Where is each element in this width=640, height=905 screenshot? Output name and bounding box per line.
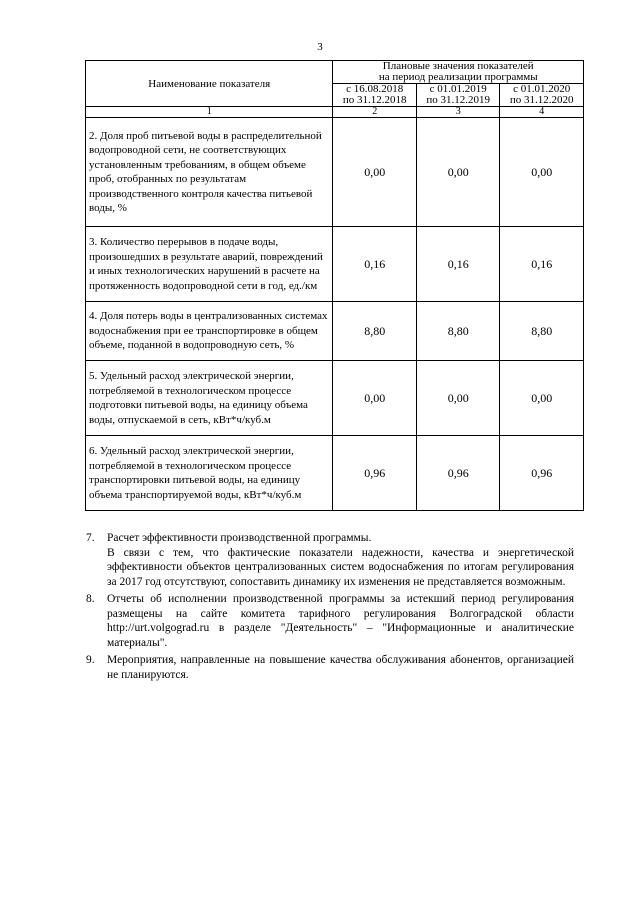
indicator-value: 0,00 xyxy=(333,118,417,227)
list-item xyxy=(86,592,574,650)
list-item-number: 9. xyxy=(86,654,95,666)
numbered-list xyxy=(86,531,574,685)
column-number: 2 xyxy=(333,107,417,118)
table-row xyxy=(86,361,584,436)
header-indicator-name: Наименование показателя xyxy=(86,61,333,107)
indicator-value: 0,00 xyxy=(333,361,417,436)
column-number: 1 xyxy=(86,107,333,118)
column-number: 3 xyxy=(416,107,500,118)
list-item-number: 8. xyxy=(86,593,95,605)
indicator-name: 6. Удельный расход электрической энергии, потребляемой в технологическом процессе транспортировки питьевой воды, на единицу объема транспортируемой воды, кВт*ч/куб.м xyxy=(86,436,333,511)
indicators-table xyxy=(85,60,584,511)
column-number: 4 xyxy=(500,107,584,118)
indicator-value: 8,80 xyxy=(333,302,417,361)
list-item-text: В связи с тем, что фактические показатели надежности, качества и энергетической эффективности объектов централизованных систем водоснабжения по итогам регулирования за 2017 год отсутствуют, сопоставить динамику их изменения не представляется возможным. xyxy=(107,546,574,588)
indicator-value: 8,80 xyxy=(416,302,500,361)
list-item xyxy=(86,531,574,589)
indicator-name: 3. Количество перерывов в подаче воды, произошедших в результате аварий, повреждений и иных технологических нарушений в расчете на протяженность водопроводной сети в год, ед./км xyxy=(86,227,333,302)
indicator-value: 0,96 xyxy=(500,436,584,511)
indicator-value: 0,16 xyxy=(416,227,500,302)
indicator-name: 4. Доля потерь воды в централизованных системах водоснабжения при ее транспортировке в общем объеме, поданной в водопроводную сеть, % xyxy=(86,302,333,361)
table-row xyxy=(86,436,584,511)
list-item-number: 7. xyxy=(86,532,95,544)
header-period-2020: с 01.01.2020 по 31.12.2020 xyxy=(500,84,584,107)
list-item-text: Отчеты об исполнении производственной программы за истекший период регулирования размещены на сайте комитета тарифного регулирования Волгоградской области http://urt.volgograd.ru в разделе "Деятельность" – "Информационные и аналитические материалы". xyxy=(107,593,574,649)
indicator-name: 2. Доля проб питьевой воды в распределительной водопроводной сети, не соответствующих установленным требованиям, в общем объеме проб, отобранных по результатам производственного контроля качества питьевой воды, % xyxy=(86,118,333,227)
list-item xyxy=(86,653,574,682)
indicator-value: 0,96 xyxy=(333,436,417,511)
page-number: 3 xyxy=(317,41,323,53)
indicator-name: 5. Удельный расход электрической энергии, потребляемой в технологическом процессе подготовки питьевой воды, на единицу объема воды, отпускаемой в сеть, кВт*ч/куб.м xyxy=(86,361,333,436)
indicator-value: 0,00 xyxy=(500,118,584,227)
indicator-value: 0,16 xyxy=(333,227,417,302)
table-row xyxy=(86,227,584,302)
list-item-text: Мероприятия, направленные на повышение качества обслуживания абонентов, организацией не планируются. xyxy=(107,654,574,681)
table-row xyxy=(86,118,584,227)
indicator-value: 0,00 xyxy=(416,118,500,227)
indicator-value: 0,96 xyxy=(416,436,500,511)
column-number-row xyxy=(86,107,584,118)
indicator-value: 0,16 xyxy=(500,227,584,302)
list-item-text: Расчет эффективности производственной программы. xyxy=(107,532,372,544)
indicator-value: 8,80 xyxy=(500,302,584,361)
indicator-value: 0,00 xyxy=(500,361,584,436)
table-row xyxy=(86,302,584,361)
header-period-2019: с 01.01.2019 по 31.12.2019 xyxy=(416,84,500,107)
header-period-2018: с 16.08.2018 по 31.12.2018 xyxy=(333,84,417,107)
header-plan-values: Плановые значения показателей на период реализации программы xyxy=(333,61,584,84)
indicator-value: 0,00 xyxy=(416,361,500,436)
